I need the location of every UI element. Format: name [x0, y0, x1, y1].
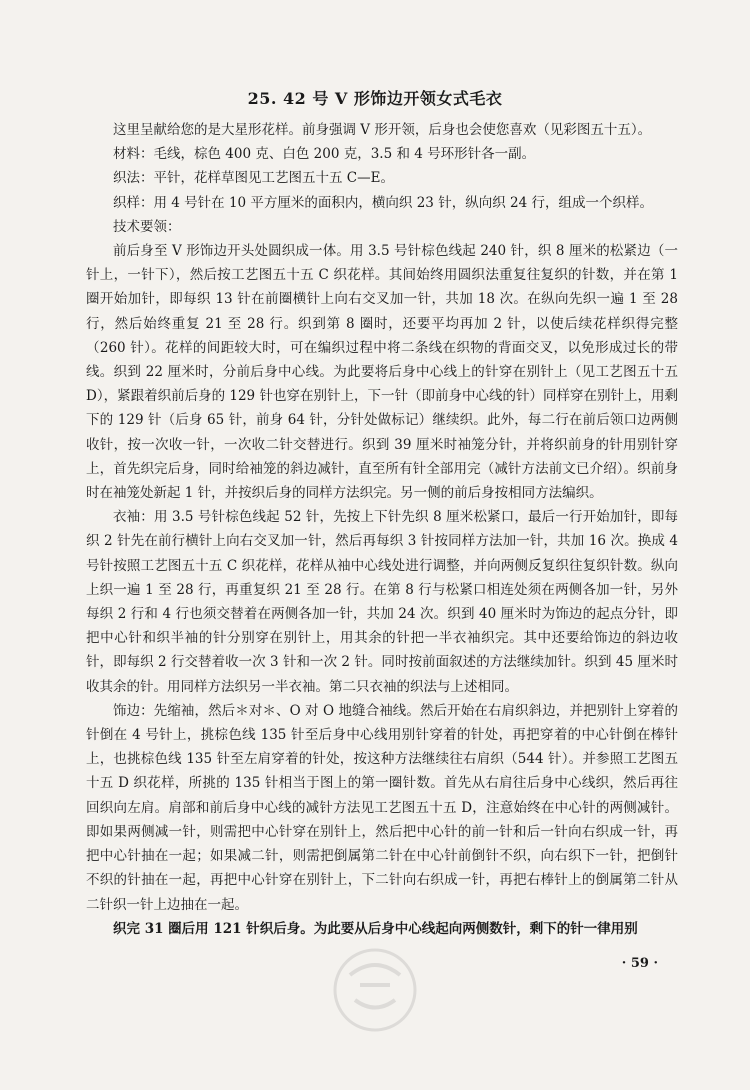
article-body	[86, 118, 678, 941]
materials-paragraph: 材料：毛线，棕色 400 克、白色 200 克，3.5 和 4 号环形针各一副。	[113, 146, 536, 163]
gauge-paragraph: 织样：用 4 号针在 10 平方厘米的面积内，横向织 23 针，纵向织 24 行，组成一个织样。	[113, 194, 653, 211]
intro-paragraph: 这里呈献给您的是大星形花样。前身强调 V 形开领，后身也会使您喜欢（见彩图五十五）。	[113, 122, 652, 138]
sleeve-paragraph: 衣袖：用 3.5 号针棕色线起 52 针，先按上下针先织 8 厘米松紧口，最后一行开始加针，即每织 2 针先在前行横针上向右交叉加一针，然后再每织 3 针按同样方法加一针，共加 16 次。换成 4 号针按照工艺图五十五 C 织花样，花样从袖中心线处进行调整，并向两侧反复织往复织针数。纵向上织一遍 1 至 28 行，再重复织 21 至 28 行。在第 8 行与松紧口相连处须在两侧各加一针，另外每织 2 行和 4 行也须交替着在两侧各加一针，共加 24 次。织到 40 厘米时为饰边的起点分针，即把中心针和织半袖的针分别穿在别针上，用其余的针把一半衣袖织完。其中还要给饰边的斜边收针，即每织 2 行交替着收一次 3 针和一次 2 针。同时按前面叙述的方法继续加针。织到 45 厘米时收其余的针。用同样方法织另一半衣袖。第二只衣袖的织法与上述相同。	[86, 509, 678, 695]
last-line: 织完 31 圈后用 121 针织后身。为此要从后身中心线起向两侧数针，剩下的针一律用别	[113, 920, 638, 937]
trim-paragraph: 饰边：先缩袖，然后＊对＊、O 对 O 地缝合袖线。然后开始在右肩织斜边，并把别针上穿着的针倒在 4 号针上，挑棕色线 135 针至后身中心线用别针穿着的针处，再把穿着的中心针倒在棒针上，也挑棕色线 135 针至左肩穿着的针处，按这种方法继续往右肩织（544 针）。并参照工艺图五十五 D 织花样，所挑的 135 针相当于图上的第一圈针数。首先从右肩往后身中心线织，然后再往回织向左肩。肩部和前后身中心线的减针方法见工艺图五十五 D，注意始终在中心针的两侧减针。即如果两侧减一针，则需把中心针穿在别针上，然后把中心针的前一针和后一针向右织成一针，再把中心针抽在一起；如果减二针，则需把倒属第二针在中心针前倒针不织，向右织下一针，把倒针不织的针抽在一起，再把中心针穿在别针上，下二针向右织成一针，再把右棒针上的倒属第二针从二针织一针上边抽在一起。	[86, 702, 678, 913]
page-number: · 59 ·	[621, 956, 658, 971]
article-title: 25. 42 号 V 形饰边开领女式毛衣	[247, 89, 503, 108]
method-paragraph: 织法：平针，花样草图见工艺图五十五 C—E。	[113, 170, 394, 187]
technique-heading: 技术要领：	[113, 218, 181, 235]
body-paragraph: 前后身至 V 形饰边开头处圆织成一体。用 3.5 号针棕色线起 240 针，织 8 厘米的松紧边（一针上，一针下），然后按工艺图五十五 C 织花样。其间始终用圆织法重复往复织的针数，并在第 1 圈开始加针，即每织 13 针在前圈横针上向右交叉加一针，共加 18 次。在纵向先织一遍 1 至 28 行，然后始终重复 21 至 28 行。织到第 8 圈时，还要平均再加 2 针，以使后续花样织得完整（260 针）。花样的间距较大时，可在编织过程中将二条线在织物的背面交叉，以免形成过长的带线。织到 22 厘米时，分前后身中心线。为此要将后身中心线上的针穿在别针上（见工艺图五十五 D），紧跟着织前后身的 129 针也穿在别针上，下一针（即前身中心线的针）同样穿在别针上，用剩下的 129 针（后身 65 针，前身 64 针，分针处做标记）继续织。此外，每二行在前后领口边两侧收针，按一次收一针，一次收二针交替进行。织到 39 厘米时袖笼分针，并将织前身的针用别针穿上，首先织完后身，同时给袖笼的斜边减针，直至所有针全部用完（减针方法前文已介绍）。织前身时在袖笼处新起 1 针，并按织后身的同样方法织完。另一侧的前后身按相同方法编织。	[86, 243, 678, 502]
watermark-seal	[300, 945, 450, 1055]
